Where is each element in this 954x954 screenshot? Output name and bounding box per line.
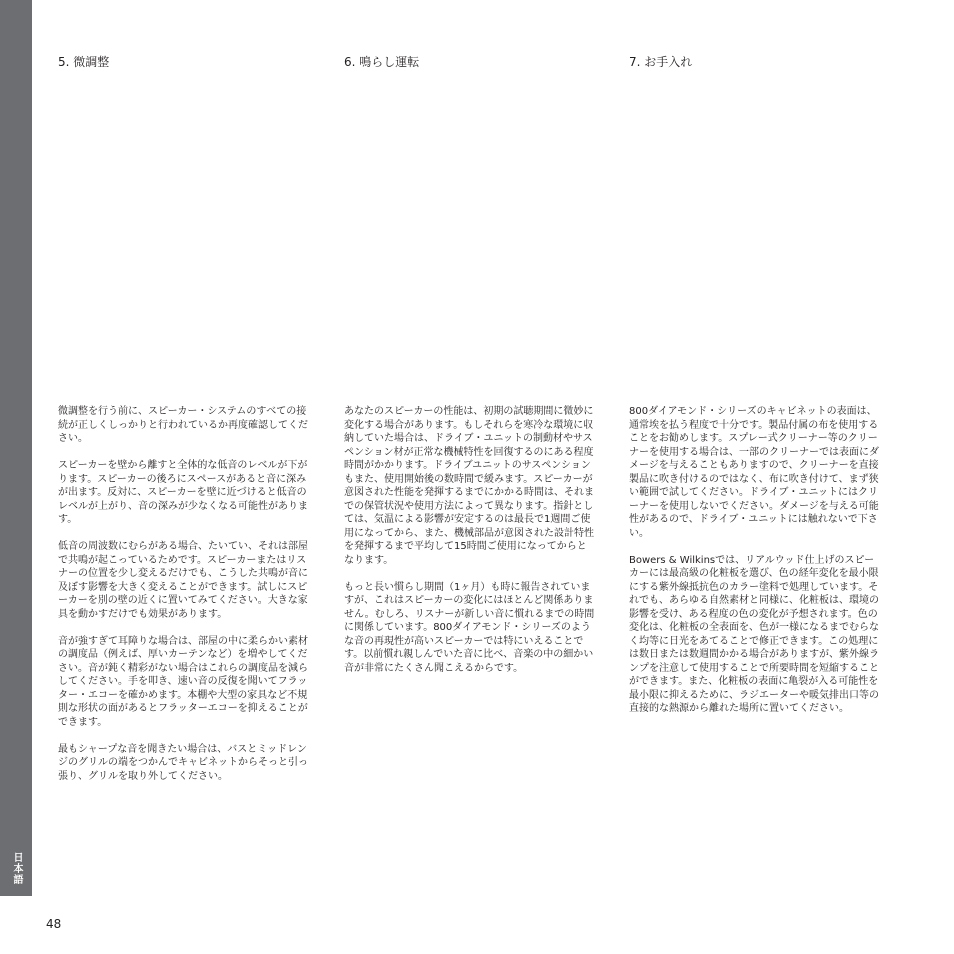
paragraph: スピーカーを壁から離すと全体的な低音のレベルが下がります。スピーカーの後ろにスペースがあると音に深みが出ます。反対に、スピーカーを壁に近づけると低音のレベルが上がり、音の深みが少なくなる可能性があります。 — [58, 460, 308, 525]
paragraph: もっと長い慣らし期間（1ヶ月）も時に報告されていますが、これはスピーカーの変化にはほとんど関係ありません。むしろ、リスナーが新しい音に慣れるまでの時間に関係しています。800ダイアモンド・シリーズのような音の再現性が高いスピーカーでは特にいえることです。以前慣れ親しんでいた音に比べ、音楽の中の細かい音が非常にたくさん聞こえるからです。 — [344, 581, 595, 674]
paragraph: 最もシャープな音を聞きたい場合は、バスとミッドレンジのグリルの端をつかんでキャビネットからそっと引っ張り、グリルを取り外してください。 — [58, 743, 308, 782]
paragraph: 微調整を行う前に、スピーカー・システムのすべての接続が正しくしっかりと行われているか再度確認してください。 — [58, 406, 308, 444]
page-number: 48 — [46, 917, 62, 931]
paragraph: 低音の周波数にむらがある場合、たいてい、それは部屋で共鳴が起こっているためです。スピーカーまたはリスナーの位置を少し変えるだけでも、こうした共鳴が音に及ぼす影響を大きく変えることができます。試しにスピーカーを別の壁の近くに置いてみてください。大きな家具を動かすだけでも効果があります。 — [58, 541, 308, 620]
section-heading-aftercare: 7. お手入れ — [629, 55, 693, 69]
paragraph: 音が強すぎて耳障りな場合は、部屋の中に柔らかい素材の調度品（例えば、厚いカーテンなど）を増やしてください。音が鈍く精彩がない場合はこれらの調度品を減らしてください。手を叩き、速い音の反復を聞いてフラッター・エコーを確かめます。本棚や大型の家具など不規則な形状の面があるとフラッターエコーを抑えることができます。 — [58, 635, 308, 728]
section-body-fine-tuning — [58, 405, 310, 797]
language-side-tab — [0, 0, 32, 896]
section-heading-fine-tuning: 5. 微調整 — [58, 55, 110, 69]
section-body-running-in — [344, 405, 596, 689]
section-body-aftercare — [629, 405, 881, 729]
paragraph: あなたのスピーカーの性能は、初期の試聴期間に微妙に変化する場合があります。もしそれらを寒冷な環境に収納していた場合は、ドライブ・ユニットの制動材やサスペンション材が正常な機械特性を回復するのにある程度時間がかかります。ドライブユニットのサスペンションもまた、使用開始後の数時間で緩みます。スピーカーが意図された性能を発揮するまでにかかる時間は、それまでの保管状況や使用方法によって異なります。指針としては、気温による影響が安定するのは最長で1週間ご使用になってから、また、機械部品が意図された設計特性を発揮するまで平均して15時間ご使用になってからとなります。 — [344, 406, 594, 566]
language-tab-label: 日本語 — [11, 852, 22, 885]
section-heading-running-in: 6. 鳴らし運転 — [344, 55, 420, 69]
paragraph: 800ダイアモンド・シリーズのキャビネットの表面は、通常埃を払う程度で十分です。製品付属の布を使用することをお勧めします。スプレー式クリーナー等のクリーナーを使用する場合は、一部のクリーナーでは表面にダメージを与えることもありますので、クリーナーを直接製品に吹き付けるのではなく、布に吹き付けて、まず狭い範囲で試してください。ドライブ・ユニットにはクリーナーを使用しないでください。ダメージを与える可能性があるので、ドライブ・ユニットには触れないで下さい。 — [629, 406, 879, 539]
paragraph: Bowers & Wilkinsでは、リアルウッド仕上げのスピーカーには最高級の化粧板を選び、色の経年変化を最小限にする紫外線抵抗色のカラー塗料で処理しています。それでも、あらゆる自然素材と同様に、化粧板は、環境の影響を受け、ある程度の色の変化が予想されます。色の変化は、化粧板の全表面を、色が一様になるまでむらなく均等に日光をあてることで修正できます。この処理には数日または数週間かかる場合がありますが、紫外線ランプを注意して使用することで所要時間を短縮することができます。また、化粧板の表面に亀裂が入る可能性を最小限に抑えるために、ラジエーターや暖気排出口等の直接的な熱源から離れた場所に置いてください。 — [629, 554, 879, 714]
